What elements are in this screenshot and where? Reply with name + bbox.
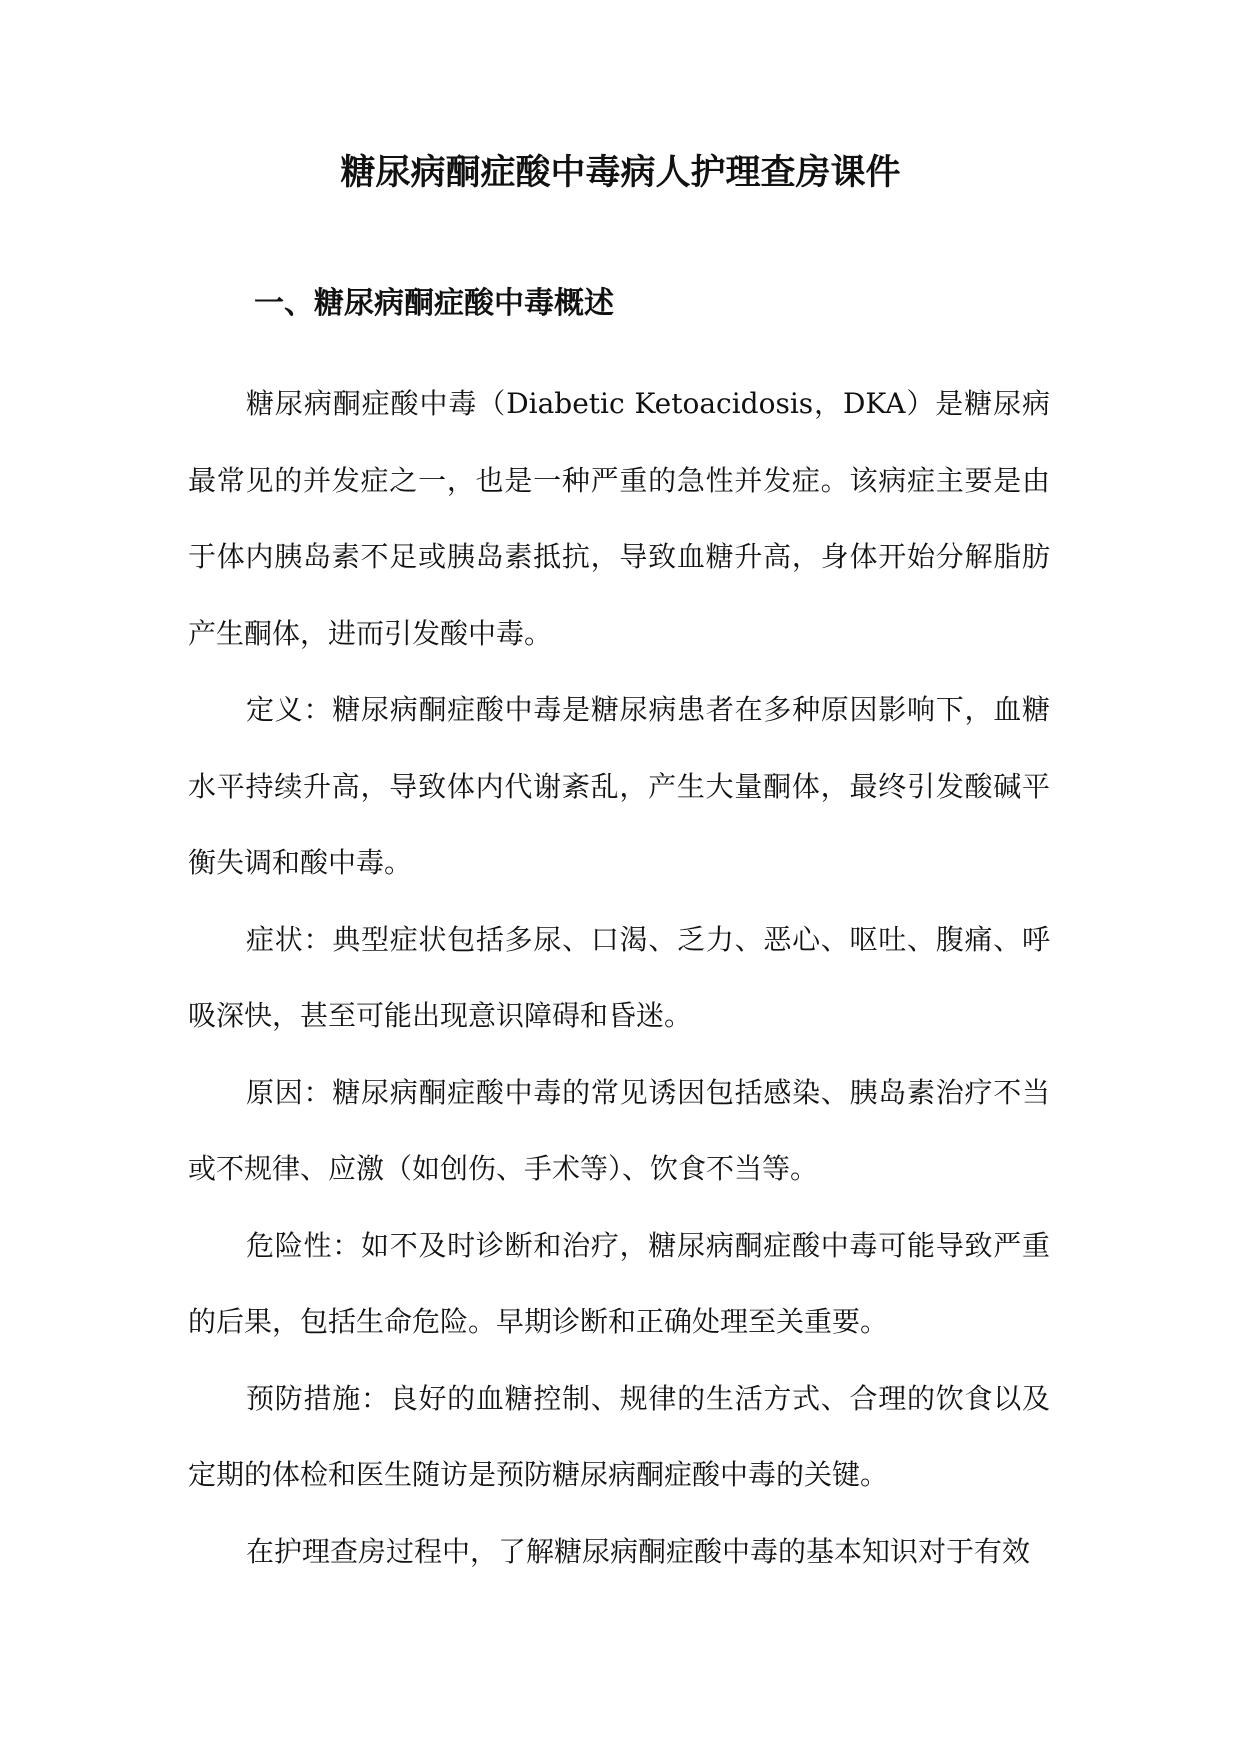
paragraph-symptoms: 症状：典型症状包括多尿、口渴、乏力、恶心、呕吐、腹痛、呼吸深快，甚至可能出现意识障碍和昏迷。 <box>188 922 1050 1032</box>
document-body <box>188 366 1050 1590</box>
paragraph-nursing-rounds: 在护理查房过程中，了解糖尿病酮症酸中毒的基本知识对于有效 <box>246 1534 1031 1568</box>
document-title: 糖尿病酮症酸中毒病人护理查房课件 <box>340 153 901 193</box>
paragraph-definition: 定义：糖尿病酮症酸中毒是糖尿病患者在多种原因影响下，血糖水平持续升高，导致体内代谢紊乱，产生大量酮体，最终引发酸碱平衡失调和酸中毒。 <box>188 693 1050 879</box>
paragraph-overview: 糖尿病酮症酸中毒（Diabetic Ketoacidosis，DKA）是糖尿病最常见的并发症之一，也是一种严重的急性并发症。该病症主要是由于体内胰岛素不足或胰岛素抵抗，导致血糖升高，身体开始分解脂肪产生酮体，进而引发酸中毒。 <box>188 387 1050 650</box>
section-heading: 一、糖尿病酮症酸中毒概述 <box>254 286 614 321</box>
paragraph-causes: 原因：糖尿病酮症酸中毒的常见诱因包括感染、胰岛素治疗不当或不规律、应激（如创伤、手术等）、饮食不当等。 <box>188 1075 1050 1185</box>
paragraph-prevention: 预防措施：良好的血糖控制、规律的生活方式、合理的饮食以及定期的体检和医生随访是预防糖尿病酮症酸中毒的关键。 <box>188 1381 1050 1491</box>
paragraph-risk: 危险性：如不及时诊断和治疗，糖尿病酮症酸中毒可能导致严重的后果，包括生命危险。早期诊断和正确处理至关重要。 <box>188 1228 1050 1338</box>
